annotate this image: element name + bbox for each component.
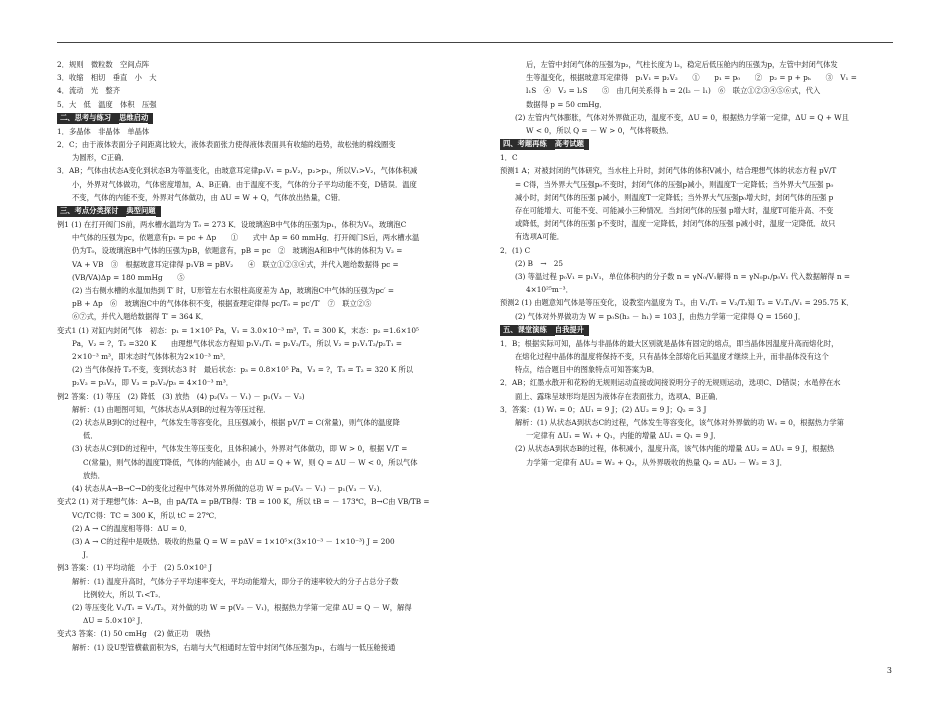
text-line: VA + VB ③ 根据玻意耳定律得 p₁VB = pBV₂ ④ 联立①②③④式，并代入题给数据得 pc = — [72, 259, 399, 269]
text-line: 预测1 A；对被封闭的气体研究，当水柱上升时，封闭气体的体积V减小，结合理想气体的状态方程 pV/T — [500, 166, 837, 176]
section-subtitle: 高考试题 — [554, 139, 584, 149]
text-line: 小，外界对气体做功，气体密度增加，A、B正确．由于温度不变，气体的分子平均动能不变，D错误．温度 — [72, 179, 417, 189]
text-line: (3) 状态从C到D的过程中，气体发生等压变化，且体积减小，外界对气体做功，即 W > 0，根据 V/T = — [72, 444, 408, 454]
text-line: C(常量)，则气体的温度T降低，气体的内能减小，由 ΔU = Q + W，则 Q = ΔU － W < 0，所以气体 — [83, 457, 418, 467]
text-line: 面上、露珠呈球形均是因为液体存在表面张力，选项A、B正确． — [515, 391, 723, 401]
text-line: pB + Δp ⑥ 玻璃泡C中的气体体积不变，根据查理定律得 pc/T₀ = pc′/T′ ⑦ 联立②⑤ — [72, 299, 372, 309]
text-line: (4) 状态从A→B→C→D的变化过程中气体对外界所做的总功 W = p₂(V₃ － V₁) － p₁(V₃ － V₂)． — [72, 484, 387, 494]
text-line: (2) 从状态A到状态B的过程，体积减小，温度升高，该气体内能的增量 ΔU₂ = ΔU₁ = 9 J，根据热 — [515, 444, 835, 454]
text-line: (VB/VA)Δp = 180 mmHg ⑤ — [72, 272, 185, 282]
left-column — [57, 58, 487, 654]
text-line: 有选项A可能． — [515, 232, 565, 242]
section-title: 三、考点分类探讨 — [60, 206, 119, 216]
text-line: 生等温变化，根据玻意耳定律得 p₁V₁ = p₂V₂ ① p₁ = p₀ ② p₂ = p + pₕ ③ V₁ = — [526, 73, 857, 83]
text-line: 4．流动 光 整齐 — [57, 86, 121, 96]
section-heading-3 — [57, 206, 161, 217]
text-line: ⑥⑦式，并代入题给数据得 T′ = 364 K． — [72, 312, 209, 322]
text-line: 变式3 答案：(1) 50 cmHg (2) 做正功 吸热 — [57, 629, 211, 639]
left-block-3 — [57, 218, 487, 654]
text-line: (2) A → C的温度相等得：ΔU = 0． — [72, 523, 192, 533]
text-line: 一定律有 ΔU₁ = W₁ + Q₁，内能的增量 ΔU₁ = Q₁ = 9 J． — [526, 431, 721, 441]
text-line: (2) 气体对外界做功为 W = p₀S(h₂ － h₁) = 103 J，由热力学第一定律得 Q = 1560 J． — [515, 311, 806, 321]
text-line: 不变，气体的内能不变，外界对气体做功，由 ΔU = W + Q，气体放出热量，C错． — [72, 192, 346, 202]
text-line: 2×10⁻³ m³，即末态时气体体积为2×10⁻³ m³． — [72, 352, 231, 362]
section-heading-2 — [57, 113, 153, 124]
text-line: (2) 当右侧水槽的水温加热到 T′ 时，U形管左右水银柱高度差为 Δp，玻璃泡C中气体的压强为pc′ = — [72, 286, 395, 296]
text-line: 特点，结合题目中的图象特点可知答案为B． — [515, 365, 660, 375]
text-line: 中气体的压强为pc，依题意有p₁ = pc + Δp ① 式中 Δp = 60 mmHg．打开阀门S后，两水槽水温 — [72, 233, 420, 243]
text-line: 2．AB；红墨水散开和花粉的无规则运动直接或间接说明分子的无规则运动，选项C、D错误；水黾停在水 — [500, 378, 841, 388]
section-subtitle: 思维启动 — [119, 112, 149, 122]
text-line: 例3 答案：(1) 平均动能 小于 (2) 5.0×10² J — [57, 563, 213, 573]
text-line: 后，左管中封闭气体的压强为p₂，气柱长度为 l₂，稳定后低压舱内的压强为p，左管中封闭气体发 — [526, 60, 838, 69]
left-block-2 — [57, 125, 487, 204]
text-line: 预测2 (1) 由题意知气体是等压变化，设教室内温度为 T₂，由 V₁/T₁ = V₂/T₂知 T₂ = V₂T₁/V₁ = 295.75 K． — [500, 298, 854, 308]
section-heading-5 — [500, 325, 589, 336]
text-line: 5．大 低 温度 体积 压强 — [57, 99, 157, 109]
text-line: 减小时，封闭气体的压强 p减小，则温度T一定降低；当外界大气压强p₀增大时，封闭气体的压强 p — [515, 192, 834, 202]
text-line: 低． — [83, 431, 98, 441]
text-line: 解析：(1) 由题图可知，气体状态从A到B的过程为等压过程． — [72, 404, 271, 414]
section-heading-4 — [500, 139, 589, 150]
text-line: 解析：(1) 温度升高时，气体分子平均速率变大，平均动能增大，即分子的速率较大的分子占总分子数 — [72, 576, 399, 586]
text-line: 4×10²⁵m⁻³． — [526, 285, 573, 295]
right-block-3 — [500, 337, 892, 469]
text-line: p₂V₂ = p₃V₃，即 V₃ = p₂V₂/p₃ = 4×10⁻³ m³． — [72, 378, 234, 388]
text-line: 存在可能增大、可能不变、可能减小三种情况．当封闭气体的压强 p增大时，温度T可能升高、不变 — [515, 206, 834, 216]
text-line: l₁S ④ V₂ = l₂S ⑤ 由几何关系得 h = 2(l₂ － l₁) ⑥ 联立①②③④⑤⑥式，代入 — [526, 86, 821, 96]
text-line: (2) 当气体保持 T₂不变，变到状态3 时 最后状态：p₃ = 0.8×10⁵ Pa，V₃ = ?，T₃ = T₂ = 320 K 所以 — [72, 365, 414, 375]
text-line: (3) A → C的过程中是吸热．吸收的热量 Q = W = pΔV = 1×10⁵×(3×10⁻³ － 1×10⁻³) J = 200 — [72, 536, 395, 546]
text-line: 放热． — [83, 470, 105, 480]
section-subtitle: 典型问题 — [126, 206, 156, 216]
text-line: Pa，V₂ = ?，T₂ =320 K 由理想气体状态方程知 p₁V₁/T₁ = p₂V₂/T₂，所以 V₂ = p₁V₁T₂/p₂T₁ = — [72, 338, 403, 348]
text-line: 2．(1) C — [500, 245, 531, 255]
text-line: ΔU = 5.0×10² J． — [83, 616, 148, 626]
text-line: (2) B → 25 — [515, 258, 564, 268]
section-subtitle: 自我提升 — [554, 324, 584, 334]
section-title: 四、考题再练 — [503, 139, 547, 149]
text-line: 3．答案：(1) W₁ = 0；ΔU₁ = 9 J；(2) ΔU₂ = 9 J；Q₂ = 3 J — [500, 404, 707, 414]
text-line: J． — [83, 550, 94, 560]
text-line: 1．多晶体 非晶体 单晶体 — [57, 126, 150, 136]
text-line: 在熔化过程中晶体的温度将保持不变，只有晶体全部熔化后其温度才继续上升，而非晶体没有这个 — [515, 352, 829, 362]
text-line: VC/TC得：TC = 300 K，所以 tC = 27℃． — [72, 510, 222, 520]
text-line: 例1 (1) 在打开阀门S前，两水槽水温均为 T₀ = 273 K．设玻璃泡B中气体的压强为p₁，体积为V₀，玻璃泡C — [57, 220, 407, 230]
text-line: 1．B；根据实际可知，晶体与非晶体的最大区别就是晶体有固定的熔点，即当晶体因温度升高而熔化时， — [500, 338, 839, 348]
section-title: 二、思考与练习 — [60, 112, 112, 122]
right-block-1 — [500, 58, 892, 137]
text-line: 2．C；由于液体表面分子间距离比较大，液体表面张力使得液体表面具有收缩的趋势，故松弛的棉线圈变 — [57, 140, 396, 150]
text-line: 2．规则 微粒数 空间点阵 — [57, 60, 150, 69]
page-number: 3 — [886, 666, 892, 675]
top-rule — [57, 42, 893, 43]
text-line: 解析：(1) 从状态A到状态C的过程，气体发生等容变化，该气体对外界做的功 W₁ = 0，根据热力学第 — [515, 418, 844, 428]
left-block-1 — [57, 58, 487, 111]
text-line: 力学第一定律有 ΔU₂ = W₂ + Q₂，从外界吸收的热量 Q₂ = ΔU₂ － W₂ = 3 J． — [526, 457, 787, 467]
right-column — [500, 58, 892, 469]
text-line: (2) 状态从B到C的过程中，气体发生等容变化，且压强减小，根据 pV/T = C(常量)，则气体的温度降 — [72, 418, 400, 428]
text-line: 3．收缩 相切 垂直 小 大 — [57, 73, 157, 83]
text-line: (2) 左管内气体膨胀，气体对外界做正功，温度不变，ΔU = 0，根据热力学第一定律，ΔU = Q + W且 — [515, 112, 849, 122]
text-line: 数据得 p = 50 cmHg． — [526, 99, 607, 109]
text-line: (3) 等温过程 p₀V₁ = p₁V₁，单位体积内的分子数 n = γN₀/V₁解得 n = γN₀p₁/p₀V₁ 代入数据解得 n = — [515, 272, 850, 282]
section-title: 五、课堂演练 — [503, 324, 547, 334]
text-line: 变式2 (1) 对于理想气体：A→B，由 pA/TA = pB/TB得：TB = 100 K，所以 tB = － 173℃，B→C由 VB/TB = — [57, 497, 430, 507]
text-line: 仍为T₀，设玻璃泡B中气体的压强为pB，依题意有，pB = pc ② 玻璃泡A和B中气体的体积为 V₂ = — [72, 246, 403, 256]
right-block-2 — [500, 151, 892, 323]
text-line: 或降低，封闭气体的压强 p不变时，温度一定降低，封闭气体的压强 p减小时，温度一定降低．故只 — [515, 219, 836, 229]
text-line: W < 0，所以 Q = － W > 0，气体将吸热． — [526, 126, 674, 136]
text-line: 3．AB；气体由状态A变化到状态B为等温变化，由玻意耳定律p₁V₁ = p₂V₂，p₂>p₁，所以V₁>V₂，气体体积减 — [57, 166, 418, 176]
text-line: 比例较大，所以 T₁<T₂． — [83, 589, 166, 599]
text-line: (2) 等压变化 V₁/T₁ = V₂/T₂，对外做的功 W = p(V₂ － V₁)，根据热力学第一定律 ΔU = Q － W，解得 — [72, 602, 412, 612]
text-line: 变式1 (1) 对缸内封闭气体 初态：p₁ = 1×10⁵ Pa，V₁ = 3.0×10⁻³ m³，T₁ = 300 K，末态：p₂ =1.6×10⁵ — [57, 325, 419, 335]
text-line: 为圆形，C正确． — [72, 153, 129, 163]
text-line: 1．C — [500, 153, 518, 163]
text-line: 解析：(1) 设U型管横截面积为S，右端与大气相通时左管中封闭气体压强为p₁，右端与一低压舱接通 — [72, 642, 396, 652]
text-line: = C得，当外界大气压强p₀不变时，封闭气体的压强p减小，则温度T一定降低；当外界大气压强 p₀ — [515, 179, 834, 189]
text-line: 例2 答案：(1) 等压 (2) 降低 (3) 放热 (4) p₂(V₃ － V₁) － p₁(V₃ － V₂) — [57, 391, 305, 401]
